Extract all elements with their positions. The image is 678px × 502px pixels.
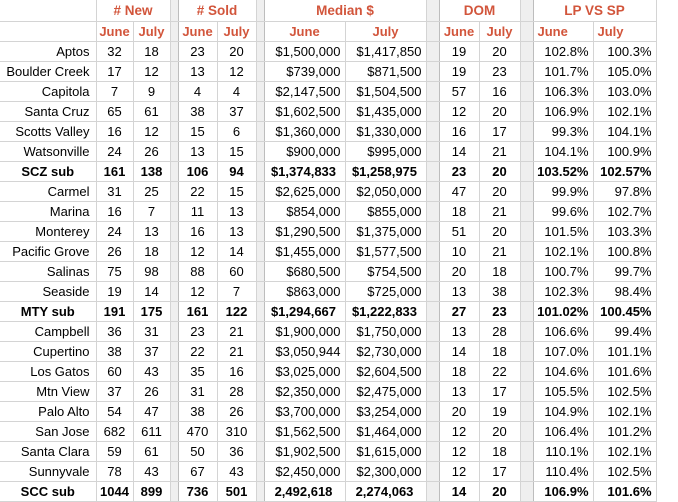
- sold-june-header: June: [178, 22, 217, 42]
- cell-name: Seaside: [0, 282, 96, 302]
- cell-lp-june: 106.3%: [533, 82, 593, 102]
- cell-dom-june: 23: [439, 162, 479, 182]
- new-july-header: July: [133, 22, 170, 42]
- cell-dom-july: 18: [479, 262, 520, 282]
- cell-new-june: 60: [96, 362, 133, 382]
- cell-sold-june: 88: [178, 262, 217, 282]
- cell-name: Boulder Creek: [0, 62, 96, 82]
- cell-sold-june: 11: [178, 202, 217, 222]
- cell-median-june: $1,360,000: [264, 122, 345, 142]
- cell-new-july: 43: [133, 462, 170, 482]
- cell-new-june: 24: [96, 222, 133, 242]
- cell-dom-july: 18: [479, 442, 520, 462]
- cell-lp-june: 99.3%: [533, 122, 593, 142]
- cell-lp-july: 102.57%: [593, 162, 656, 182]
- cell-median-june: $3,025,000: [264, 362, 345, 382]
- cell-lp-june: 102.1%: [533, 242, 593, 262]
- cell-name: Carmel: [0, 182, 96, 202]
- new-june-header: June: [96, 22, 133, 42]
- cell-dom-july: 16: [479, 82, 520, 102]
- cell-lp-june: 104.1%: [533, 142, 593, 162]
- cell-name: Marina: [0, 202, 96, 222]
- cell-dom-july: 20: [479, 182, 520, 202]
- cell-new-june: 24: [96, 142, 133, 162]
- cell-median-june: $1,900,000: [264, 322, 345, 342]
- cell-name: SCZ sub: [0, 162, 96, 182]
- cell-name: Campbell: [0, 322, 96, 342]
- cell-median-july: $1,615,000: [345, 442, 426, 462]
- cell-lp-june: 104.9%: [533, 402, 593, 422]
- cell-new-june: 19: [96, 282, 133, 302]
- cell-median-june: $739,000: [264, 62, 345, 82]
- cell-name: Santa Cruz: [0, 102, 96, 122]
- cell-sold-july: 36: [217, 442, 256, 462]
- table-row: [0, 462, 656, 482]
- cell-sold-june: 106: [178, 162, 217, 182]
- cell-lp-june: 106.6%: [533, 322, 593, 342]
- corner-cell: [0, 0, 96, 22]
- cell-dom-june: 57: [439, 82, 479, 102]
- cell-dom-july: 28: [479, 322, 520, 342]
- table-row: [0, 102, 656, 122]
- cell-dom-july: 21: [479, 242, 520, 262]
- cell-dom-june: 47: [439, 182, 479, 202]
- cell-median-july: $871,500: [345, 62, 426, 82]
- cell-dom-july: 19: [479, 402, 520, 422]
- cell-lp-june: 101.7%: [533, 62, 593, 82]
- cell-dom-june: 12: [439, 442, 479, 462]
- cell-dom-june: 12: [439, 102, 479, 122]
- cell-name: San Jose: [0, 422, 96, 442]
- cell-new-june: 682: [96, 422, 133, 442]
- cell-dom-july: 20: [479, 482, 520, 502]
- cell-median-june: $1,602,500: [264, 102, 345, 122]
- cell-median-june: $863,000: [264, 282, 345, 302]
- cell-lp-july: 101.1%: [593, 342, 656, 362]
- cell-dom-july: 20: [479, 162, 520, 182]
- cell-median-june: $1,294,667: [264, 302, 345, 322]
- cell-new-july: 138: [133, 162, 170, 182]
- cell-median-june: $2,625,000: [264, 182, 345, 202]
- cell-dom-june: 13: [439, 282, 479, 302]
- new-header: # New: [96, 0, 170, 22]
- cell-new-june: 26: [96, 242, 133, 262]
- cell-name: Palo Alto: [0, 402, 96, 422]
- cell-sold-july: 26: [217, 402, 256, 422]
- dom-june-header: June: [439, 22, 479, 42]
- cell-lp-june: 107.0%: [533, 342, 593, 362]
- cell-lp-june: 102.3%: [533, 282, 593, 302]
- cell-median-july: $754,500: [345, 262, 426, 282]
- cell-median-june: $1,562,500: [264, 422, 345, 442]
- cell-new-june: 161: [96, 162, 133, 182]
- subtotal-row: [0, 482, 656, 502]
- cell-median-july: $3,254,000: [345, 402, 426, 422]
- cell-lp-june: 101.02%: [533, 302, 593, 322]
- cell-dom-june: 14: [439, 482, 479, 502]
- cell-dom-july: 20: [479, 422, 520, 442]
- cell-new-july: 98: [133, 262, 170, 282]
- cell-new-july: 61: [133, 102, 170, 122]
- cell-new-july: 13: [133, 222, 170, 242]
- cell-dom-june: 10: [439, 242, 479, 262]
- cell-sold-june: 22: [178, 342, 217, 362]
- cell-new-july: 899: [133, 482, 170, 502]
- cell-sold-july: 310: [217, 422, 256, 442]
- cell-median-july: $2,730,000: [345, 342, 426, 362]
- cell-median-july: $995,000: [345, 142, 426, 162]
- lpsp-header: LP VS SP: [533, 0, 656, 22]
- dom-header: DOM: [439, 0, 520, 22]
- cell-lp-july: 103.0%: [593, 82, 656, 102]
- cell-sold-july: 94: [217, 162, 256, 182]
- cell-median-july: $1,258,975: [345, 162, 426, 182]
- cell-lp-june: 110.1%: [533, 442, 593, 462]
- table-row: [0, 382, 656, 402]
- median-june-header: June: [264, 22, 345, 42]
- cell-new-july: 26: [133, 142, 170, 162]
- cell-sold-july: 21: [217, 342, 256, 362]
- cell-new-july: 37: [133, 342, 170, 362]
- cell-median-july: 2,274,063: [345, 482, 426, 502]
- group-header-row: [0, 0, 656, 22]
- cell-new-july: 611: [133, 422, 170, 442]
- cell-sold-july: 43: [217, 462, 256, 482]
- cell-median-july: $1,464,000: [345, 422, 426, 442]
- cell-lp-july: 100.9%: [593, 142, 656, 162]
- cell-lp-june: 110.4%: [533, 462, 593, 482]
- cell-lp-july: 103.3%: [593, 222, 656, 242]
- cell-new-july: 9: [133, 82, 170, 102]
- cell-name: Pacific Grove: [0, 242, 96, 262]
- cell-sold-july: 13: [217, 222, 256, 242]
- cell-sold-july: 16: [217, 362, 256, 382]
- cell-median-june: $2,350,000: [264, 382, 345, 402]
- table-row: [0, 42, 656, 62]
- cell-name: Cupertino: [0, 342, 96, 362]
- cell-dom-june: 12: [439, 462, 479, 482]
- cell-dom-june: 18: [439, 362, 479, 382]
- cell-dom-june: 18: [439, 202, 479, 222]
- cell-lp-july: 100.3%: [593, 42, 656, 62]
- cell-lp-june: 99.9%: [533, 182, 593, 202]
- table-row: [0, 222, 656, 242]
- cell-dom-june: 20: [439, 262, 479, 282]
- cell-lp-july: 101.6%: [593, 362, 656, 382]
- cell-sold-june: 470: [178, 422, 217, 442]
- cell-new-july: 175: [133, 302, 170, 322]
- cell-dom-june: 14: [439, 342, 479, 362]
- lpsp-june-header: June: [533, 22, 593, 42]
- table-row: [0, 62, 656, 82]
- cell-sold-june: 13: [178, 142, 217, 162]
- cell-median-july: $2,475,000: [345, 382, 426, 402]
- cell-sold-july: 4: [217, 82, 256, 102]
- cell-new-july: 12: [133, 122, 170, 142]
- cell-new-july: 18: [133, 242, 170, 262]
- cell-sold-june: 736: [178, 482, 217, 502]
- cell-sold-june: 38: [178, 102, 217, 122]
- cell-median-june: $1,455,000: [264, 242, 345, 262]
- cell-sold-july: 12: [217, 62, 256, 82]
- cell-median-june: $2,147,500: [264, 82, 345, 102]
- cell-median-july: $2,300,000: [345, 462, 426, 482]
- cell-new-june: 38: [96, 342, 133, 362]
- cell-new-june: 31: [96, 182, 133, 202]
- cell-new-july: 25: [133, 182, 170, 202]
- cell-new-june: 191: [96, 302, 133, 322]
- cell-lp-july: 98.4%: [593, 282, 656, 302]
- cell-sold-july: 20: [217, 42, 256, 62]
- cell-new-june: 65: [96, 102, 133, 122]
- cell-lp-july: 102.5%: [593, 382, 656, 402]
- cell-median-june: $680,500: [264, 262, 345, 282]
- cell-lp-july: 100.45%: [593, 302, 656, 322]
- cell-sold-july: 122: [217, 302, 256, 322]
- sold-july-header: July: [217, 22, 256, 42]
- cell-sold-june: 31: [178, 382, 217, 402]
- cell-dom-july: 21: [479, 142, 520, 162]
- cell-new-june: 32: [96, 42, 133, 62]
- cell-dom-july: 23: [479, 302, 520, 322]
- cell-median-june: $854,000: [264, 202, 345, 222]
- table-row: [0, 422, 656, 442]
- cell-median-june: $900,000: [264, 142, 345, 162]
- cell-new-july: 43: [133, 362, 170, 382]
- cell-new-july: 12: [133, 62, 170, 82]
- cell-new-june: 37: [96, 382, 133, 402]
- cell-sold-july: 14: [217, 242, 256, 262]
- cell-lp-july: 100.8%: [593, 242, 656, 262]
- cell-new-june: 16: [96, 122, 133, 142]
- cell-new-june: 7: [96, 82, 133, 102]
- cell-lp-july: 97.8%: [593, 182, 656, 202]
- cell-new-july: 7: [133, 202, 170, 222]
- cell-lp-july: 101.2%: [593, 422, 656, 442]
- cell-median-june: $1,500,000: [264, 42, 345, 62]
- cell-sold-july: 7: [217, 282, 256, 302]
- cell-lp-july: 102.5%: [593, 462, 656, 482]
- cell-sold-july: 21: [217, 322, 256, 342]
- cell-median-june: 2,492,618: [264, 482, 345, 502]
- cell-lp-june: 104.6%: [533, 362, 593, 382]
- cell-sold-june: 23: [178, 322, 217, 342]
- cell-median-july: $2,050,000: [345, 182, 426, 202]
- cell-sold-july: 6: [217, 122, 256, 142]
- month-header-row: [0, 22, 656, 42]
- cell-dom-june: 13: [439, 382, 479, 402]
- table-row: [0, 122, 656, 142]
- cell-median-july: $1,504,500: [345, 82, 426, 102]
- cell-new-june: 36: [96, 322, 133, 342]
- cell-lp-june: 105.5%: [533, 382, 593, 402]
- cell-name: Capitola: [0, 82, 96, 102]
- cell-median-july: $1,435,000: [345, 102, 426, 122]
- cell-median-july: $1,222,833: [345, 302, 426, 322]
- cell-lp-july: 104.1%: [593, 122, 656, 142]
- cell-dom-june: 19: [439, 42, 479, 62]
- table-row: [0, 362, 656, 382]
- cell-sold-june: 50: [178, 442, 217, 462]
- median-july-header: July: [345, 22, 426, 42]
- cell-dom-july: 17: [479, 382, 520, 402]
- table-row: [0, 262, 656, 282]
- lpsp-july-header: July: [593, 22, 656, 42]
- cell-new-july: 47: [133, 402, 170, 422]
- cell-new-june: 17: [96, 62, 133, 82]
- cell-name: Monterey: [0, 222, 96, 242]
- cell-sold-july: 60: [217, 262, 256, 282]
- cell-sold-june: 16: [178, 222, 217, 242]
- cell-dom-june: 19: [439, 62, 479, 82]
- cell-lp-june: 103.52%: [533, 162, 593, 182]
- cell-name: Mtn View: [0, 382, 96, 402]
- table-row: [0, 282, 656, 302]
- cell-name: MTY sub: [0, 302, 96, 322]
- cell-new-july: 14: [133, 282, 170, 302]
- cell-lp-june: 101.5%: [533, 222, 593, 242]
- cell-name: Santa Clara: [0, 442, 96, 462]
- cell-median-june: $2,450,000: [264, 462, 345, 482]
- cell-name: Watsonville: [0, 142, 96, 162]
- cell-dom-july: 22: [479, 362, 520, 382]
- cell-lp-june: 99.6%: [533, 202, 593, 222]
- table-row: [0, 442, 656, 462]
- dom-july-header: July: [479, 22, 520, 42]
- cell-sold-june: 23: [178, 42, 217, 62]
- cell-lp-july: 102.1%: [593, 402, 656, 422]
- subtotal-row: [0, 162, 656, 182]
- cell-dom-june: 20: [439, 402, 479, 422]
- cell-lp-july: 102.7%: [593, 202, 656, 222]
- cell-name: Sunnyvale: [0, 462, 96, 482]
- cell-median-june: $3,050,944: [264, 342, 345, 362]
- cell-median-july: $2,604,500: [345, 362, 426, 382]
- cell-median-july: $1,750,000: [345, 322, 426, 342]
- cell-lp-june: 106.9%: [533, 482, 593, 502]
- cell-lp-july: 105.0%: [593, 62, 656, 82]
- cell-sold-june: 161: [178, 302, 217, 322]
- cell-name: Aptos: [0, 42, 96, 62]
- cell-sold-july: 15: [217, 182, 256, 202]
- cell-sold-june: 12: [178, 282, 217, 302]
- table-row: [0, 202, 656, 222]
- cell-sold-july: 28: [217, 382, 256, 402]
- cell-lp-july: 102.1%: [593, 102, 656, 122]
- cell-lp-july: 101.6%: [593, 482, 656, 502]
- cell-name: Scotts Valley: [0, 122, 96, 142]
- cell-median-july: $1,577,500: [345, 242, 426, 262]
- table-row: [0, 142, 656, 162]
- cell-median-june: $1,374,833: [264, 162, 345, 182]
- cell-dom-july: 18: [479, 342, 520, 362]
- cell-sold-june: 15: [178, 122, 217, 142]
- cell-new-june: 16: [96, 202, 133, 222]
- cell-median-june: $3,700,000: [264, 402, 345, 422]
- cell-dom-june: 12: [439, 422, 479, 442]
- cell-median-july: $855,000: [345, 202, 426, 222]
- cell-name: SCC sub: [0, 482, 96, 502]
- cell-new-june: 1044: [96, 482, 133, 502]
- cell-name: Los Gatos: [0, 362, 96, 382]
- cell-new-june: 59: [96, 442, 133, 462]
- cell-sold-june: 22: [178, 182, 217, 202]
- median-header: Median $: [264, 0, 426, 22]
- cell-sold-june: 13: [178, 62, 217, 82]
- cell-name: Salinas: [0, 262, 96, 282]
- cell-sold-june: 35: [178, 362, 217, 382]
- cell-median-july: $1,330,000: [345, 122, 426, 142]
- cell-lp-july: 102.1%: [593, 442, 656, 462]
- cell-new-july: 26: [133, 382, 170, 402]
- cell-new-july: 18: [133, 42, 170, 62]
- table-row: [0, 182, 656, 202]
- cell-dom-july: 20: [479, 102, 520, 122]
- table-row: [0, 242, 656, 262]
- table-body: [0, 42, 656, 502]
- cell-median-july: $725,000: [345, 282, 426, 302]
- cell-sold-june: 12: [178, 242, 217, 262]
- cell-dom-june: 51: [439, 222, 479, 242]
- cell-sold-july: 37: [217, 102, 256, 122]
- cell-dom-july: 17: [479, 462, 520, 482]
- cell-dom-july: 38: [479, 282, 520, 302]
- cell-median-july: $1,417,850: [345, 42, 426, 62]
- cell-sold-june: 67: [178, 462, 217, 482]
- cell-lp-july: 99.7%: [593, 262, 656, 282]
- sold-header: # Sold: [178, 0, 256, 22]
- cell-dom-june: 13: [439, 322, 479, 342]
- cell-dom-july: 20: [479, 222, 520, 242]
- cell-lp-july: 99.4%: [593, 322, 656, 342]
- cell-median-june: $1,902,500: [264, 442, 345, 462]
- cell-new-june: 54: [96, 402, 133, 422]
- table-row: [0, 402, 656, 422]
- cell-dom-july: 21: [479, 202, 520, 222]
- table-row: [0, 322, 656, 342]
- cell-dom-june: 14: [439, 142, 479, 162]
- table-row: [0, 82, 656, 102]
- subtotal-row: [0, 302, 656, 322]
- table-row: [0, 342, 656, 362]
- cell-median-june: $1,290,500: [264, 222, 345, 242]
- cell-median-july: $1,375,000: [345, 222, 426, 242]
- cell-lp-june: 100.7%: [533, 262, 593, 282]
- cell-new-july: 31: [133, 322, 170, 342]
- cell-dom-july: 20: [479, 42, 520, 62]
- cell-sold-july: 15: [217, 142, 256, 162]
- cell-new-june: 78: [96, 462, 133, 482]
- cell-dom-june: 27: [439, 302, 479, 322]
- cell-lp-june: 102.8%: [533, 42, 593, 62]
- cell-new-july: 61: [133, 442, 170, 462]
- cell-lp-june: 106.4%: [533, 422, 593, 442]
- cell-sold-july: 501: [217, 482, 256, 502]
- cell-dom-july: 23: [479, 62, 520, 82]
- cell-dom-june: 16: [439, 122, 479, 142]
- cell-sold-june: 4: [178, 82, 217, 102]
- cell-dom-july: 17: [479, 122, 520, 142]
- cell-lp-june: 106.9%: [533, 102, 593, 122]
- cell-new-june: 75: [96, 262, 133, 282]
- cell-sold-june: 38: [178, 402, 217, 422]
- cell-sold-july: 13: [217, 202, 256, 222]
